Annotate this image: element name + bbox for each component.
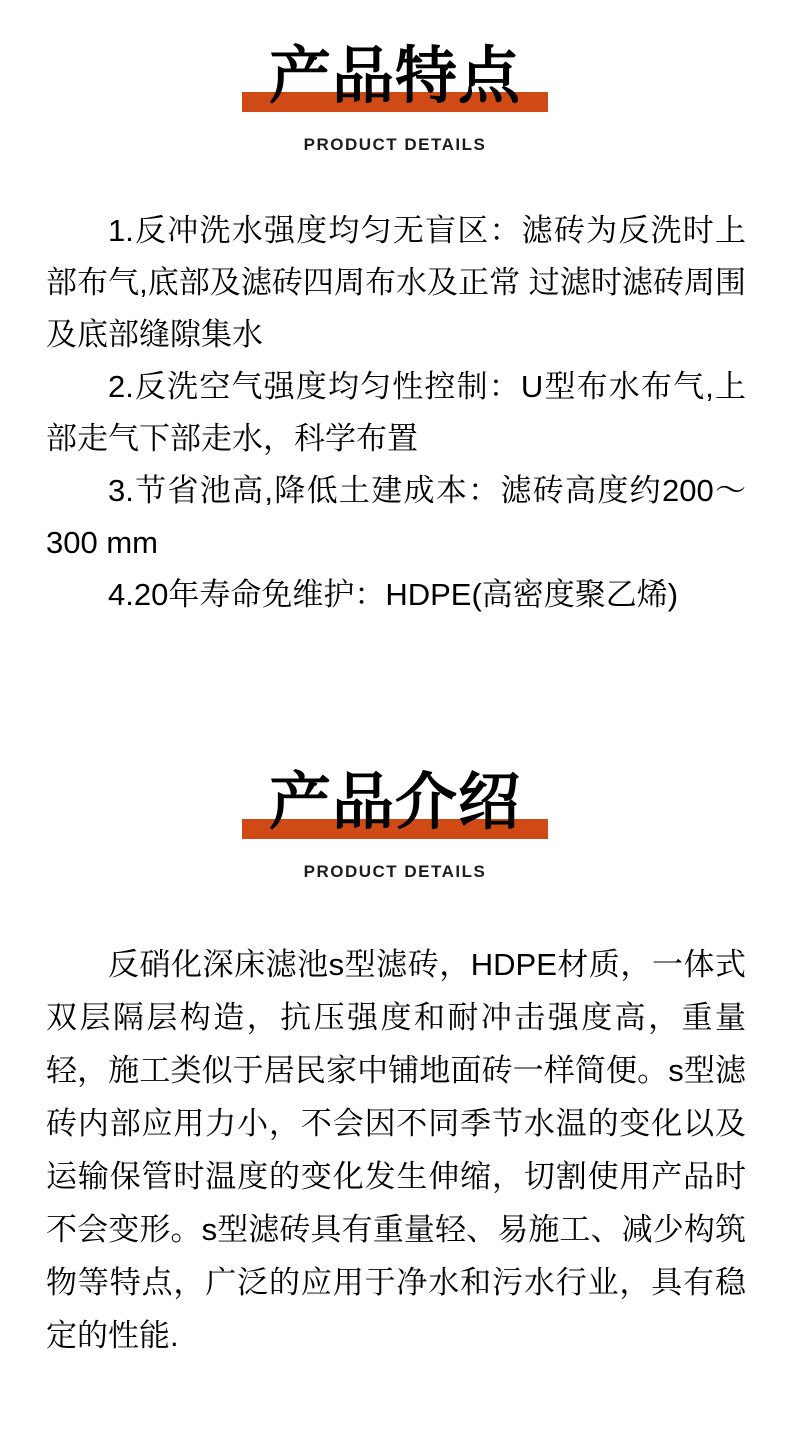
feature-item: 1.反冲洗水强度均匀无盲区：滤砖为反洗时上部布气,底部及滤砖四周布水及正常 过滤时滤砖周围及底部缝隙集水 (46, 213, 746, 353)
intro-subtitle: PRODUCT DETAILS (303, 861, 487, 881)
intro-title: 产品介绍 (268, 768, 521, 838)
feature-item: 2.反洗空气强度均匀性控制：U型布水布气,上部走气下部走水，科学布置 (46, 369, 746, 457)
features-list (0, 205, 790, 621)
intro-body (0, 938, 790, 1362)
intro-title-wrap (268, 768, 521, 838)
feature-item: 3.节省池高,降低土建成本：滤砖高度约200～300 mm (46, 473, 746, 561)
features-subtitle: PRODUCT DETAILS (303, 135, 487, 155)
intro-paragraph: 反硝化深床滤池s型滤砖，HDPE材质，一体式双层隔层构造，抗压强度和耐冲击强度高，重量轻，施工类似于居民家中铺地面砖一样简便。s型滤砖内部应用力小，不会因不同季节水温的变化以及运输保管时温度的变化发生伸缩，切割使用产品时不会变形。s型滤砖具有重量轻、易施工、减少构筑物等特点，广泛的应用于净水和污水行业，具有稳定的性能. (46, 946, 746, 1353)
features-header (0, 42, 790, 155)
features-title: 产品特点 (268, 42, 521, 111)
features-title-wrap (268, 42, 521, 111)
intro-section (0, 621, 790, 1361)
intro-header (0, 768, 790, 881)
feature-item: 4.20年寿命免维护：HDPE(高密度聚乙烯) (108, 577, 679, 613)
features-section (0, 0, 790, 621)
